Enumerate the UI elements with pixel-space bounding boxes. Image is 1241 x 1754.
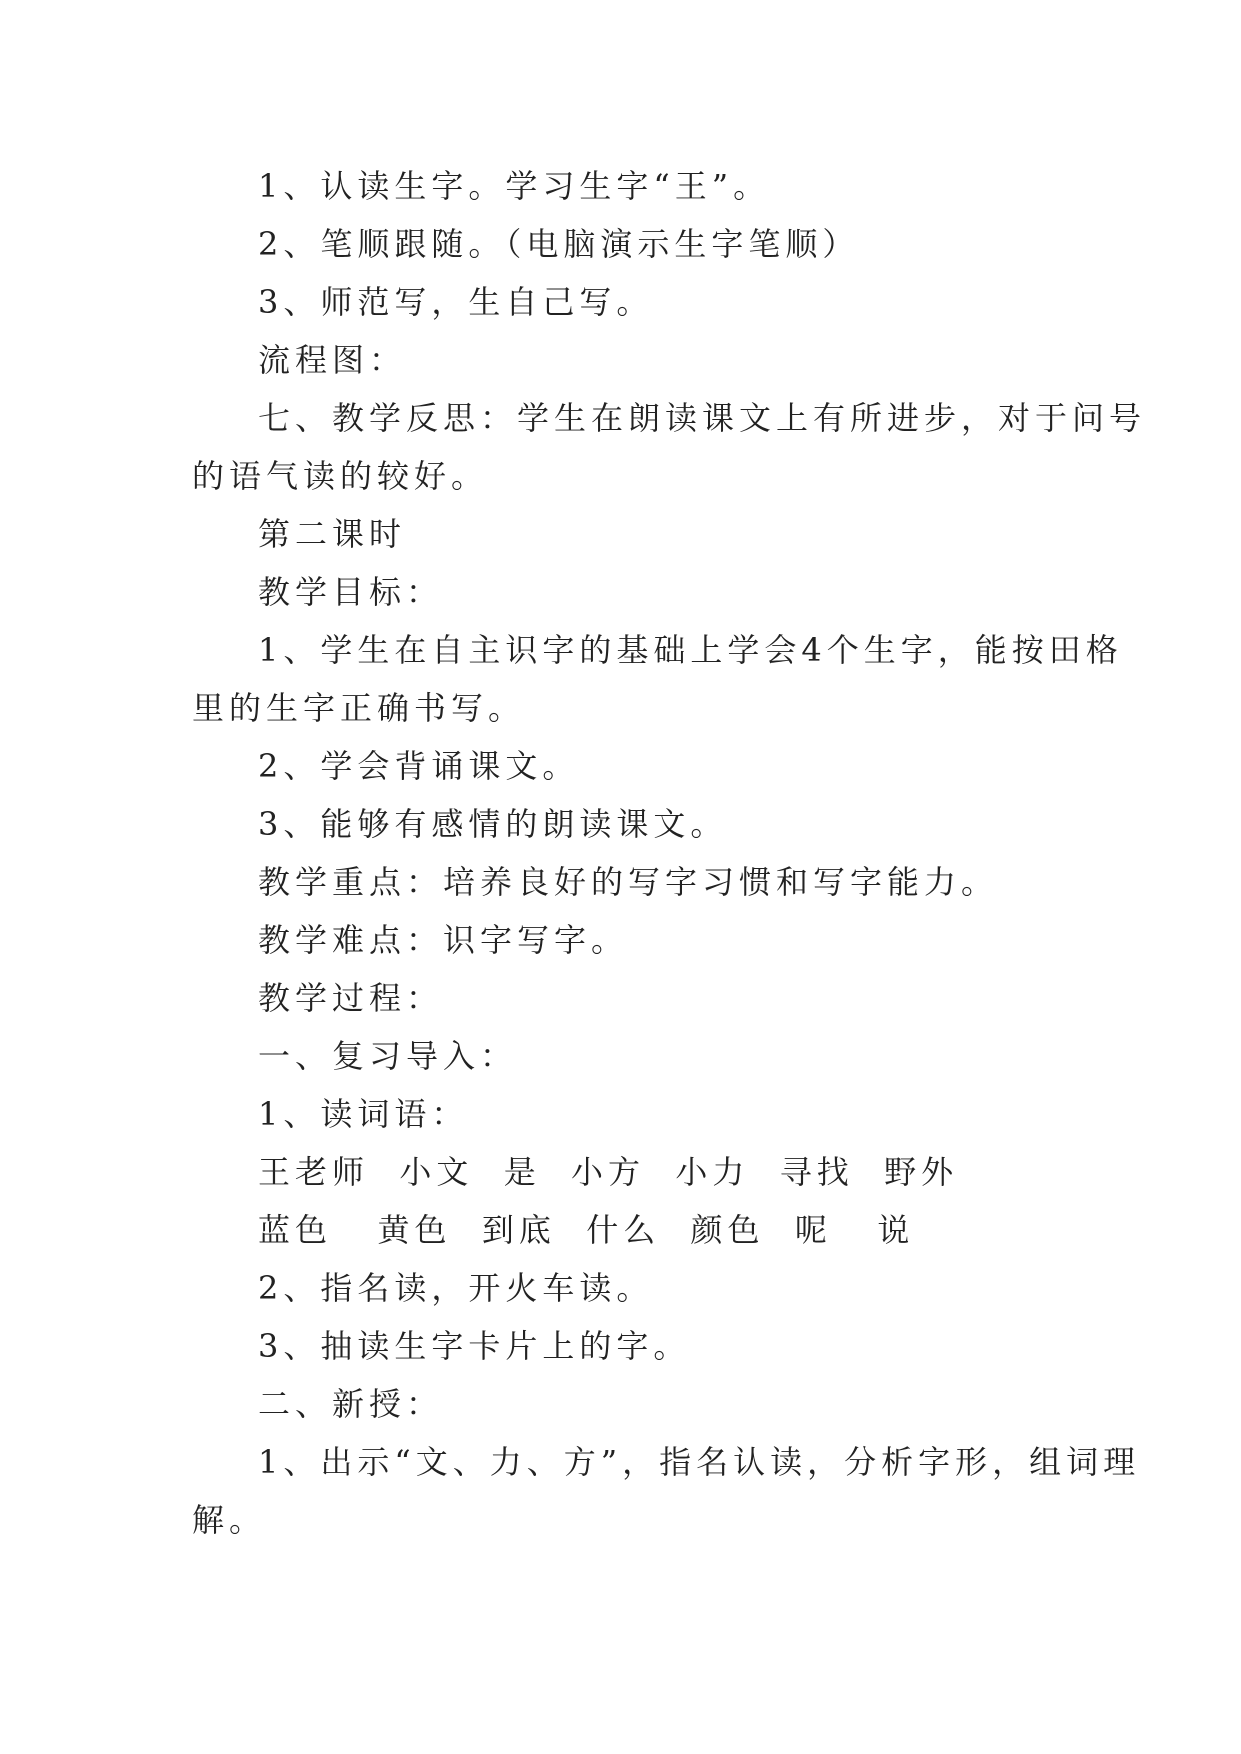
paragraph-line: 2、笔顺跟随。（电脑演示生字笔顺）: [258, 225, 860, 263]
paragraph-line: 教学目标：: [258, 573, 444, 611]
paragraph-line: 2、指名读，开火车读。: [258, 1269, 654, 1307]
paragraph-line: 里的生字正确书写。: [192, 689, 526, 727]
paragraph-line: 1、读词语：: [258, 1095, 469, 1133]
paragraph-line: 七、教学反思：学生在朗读课文上有所进步，对于问号: [258, 399, 1147, 437]
section-heading: 第二课时: [258, 515, 407, 553]
word-list-line: 蓝色 黄色 到底 什么 颜色 呢 说: [258, 1211, 915, 1249]
paragraph-line: 解。: [192, 1501, 267, 1539]
paragraph-line: 3、师范写，生自己写。: [258, 283, 654, 321]
paragraph-line: 的语气读的较好。: [192, 457, 489, 495]
paragraph-line: 2、学会背诵课文。: [258, 747, 580, 785]
paragraph-line: 1、学生在自主识字的基础上学会4个生字，能按田格: [258, 631, 1123, 669]
paragraph-line: 教学过程：: [258, 979, 444, 1017]
paragraph-line: 二、新授：: [258, 1385, 444, 1423]
paragraph-line: 1、认读生字。学习生字“王”。: [258, 167, 771, 205]
word-list-line: 王老师 小文 是 小方 小力 寻找 野外: [258, 1153, 959, 1191]
paragraph-line: 一、复习导入：: [258, 1037, 518, 1075]
paragraph-line: 教学难点：识字写字。: [258, 921, 629, 959]
paragraph-line: 教学重点：培养良好的写字习惯和写字能力。: [258, 863, 999, 901]
paragraph-line: 流程图：: [258, 341, 407, 379]
paragraph-line: 3、抽读生字卡片上的字。: [258, 1327, 691, 1365]
paragraph-line: 3、能够有感情的朗读课文。: [258, 805, 728, 843]
paragraph-line: 1、出示“文、力、方”，指名认读，分析字形，组词理: [258, 1443, 1141, 1481]
